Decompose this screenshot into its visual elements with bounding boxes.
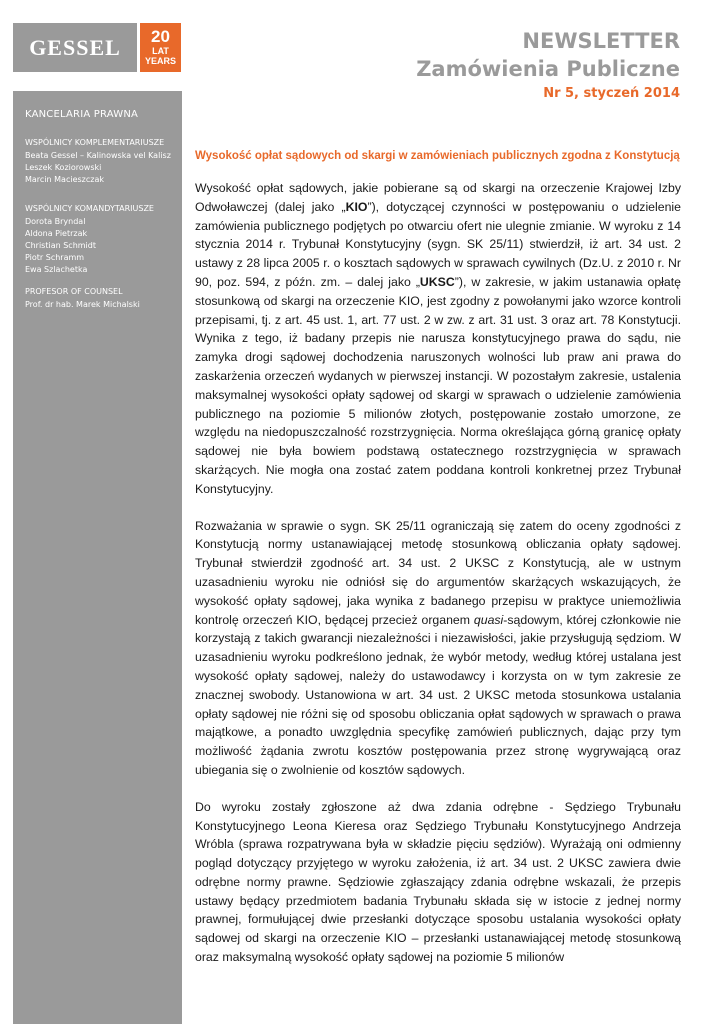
partner-name: Beata Gessel – Kalinowska vel Kalisz [25, 151, 171, 160]
text-run: ”), dotyczącej czynności w postępowaniu o udzielenie zamówienia publicznego podjętych po otwarciu ofert nie ulegnie zmianie. W wyroku z 14 stycznia 2014 r. Trybunał Konstytucyjny (sygn. SK 25/11) stwierdził, iż art. 34 ust. 2 ustawy z 28 lipca 2005 r. o kosztach sądowych w sprawach cywilnych (Dz.U. z 2010 r. Nr 90, poz. 594, z późn. zm. – dalej jako „ [195, 199, 681, 289]
group-heading: WSPÓLNICY KOMPLEMENTARIUSZE [25, 138, 165, 147]
partners-general-group [25, 137, 171, 186]
abbr-kio: KIO [345, 199, 368, 214]
years-label-lat: LAT [152, 46, 169, 56]
group-heading: PROFESOR OF COUNSEL [25, 287, 123, 296]
partner-name: Leszek Koziorowski [25, 163, 102, 172]
newsletter-issue: Nr 5, styczeń 2014 [543, 86, 680, 101]
partners-limited-group [25, 203, 154, 276]
years-label-years: YEARS [144, 56, 176, 66]
anniversary-badge [140, 23, 181, 72]
partner-name: Prof. dr hab. Marek Michalski [25, 300, 140, 309]
firm-name: KANCELARIA PRAWNA [25, 109, 139, 120]
partner-name: Piotr Schramm [25, 253, 85, 262]
partner-name: Aldona Pietrzak [25, 229, 88, 238]
article-paragraph-3: Do wyroku zostały zgłoszone aż dwa zdania odrębne - Sędziego Trybunału Konstytucyjnego Leona Kieresa oraz Sędziego Trybunału Konstytucyjnego Andrzeja Wróbla (sprawa rozpatrywana była w składzie pięciu sędziów). Wyrażają oni odmienny pogląd dotyczący przyjętego w wyroku założenia, iż art. 34 ust. 2 UKSC zawiera dwie odrębne normy prawne. Sędziowie zgłaszający zdania odrębne wskazali, że przepis ustawy będący przedmiotem badania Trybunału składa się w istocie z jednej normy prawnej, formułującej dwie przesłanki dotyczące sposobu ustalania wysokości opłaty sądowej od skargi na orzeczenie KIO – przesłanki ustanawiającej metodę stosunkową oraz maksymalną wysokość opłaty sądowej na poziomie 5 milionów [195, 799, 681, 965]
partner-name: Ewa Szlachetka [25, 265, 88, 274]
article-paragraph-2 [195, 517, 681, 780]
text-run: Wysokość opłat sądowych, jakie pobierane są od skargi na orzeczenie Krajowej Izby Odwoławczej (dalej jako „ [195, 181, 681, 214]
newsletter-subtitle: Zamówienia Publiczne [416, 57, 680, 81]
years-number: 20 [151, 27, 170, 46]
of-counsel-group [25, 286, 140, 311]
quasi-italic: quasi [473, 612, 504, 627]
text-run: -sądowym, której członkowie nie korzystają z takich gwarancji niezależności i niezawisłości, jakie przysługują sędziom. W uzasadnieniu wyroku podkreślono jednak, że wybór metody, według której ustalana jest wysokość opłaty sądowej, należy do ustawodawcy i korzysta on w tym zakresie ze znacznej swobody. Ustanowiona w art. 34 ust. 2 UKSC metoda stosunkowa ustalania opłaty sądowej nie różni się od sposobu obliczania opłat sądowych w sprawach o prawa majątkowe, a ponadto uwzględnia specyfikę zamówień publicznych, dając przy tym możliwość żądania zwrotu kosztów postępowania przez stronę wygrywającą oraz ubiegania się o zwolnienie od kosztów sądowych. [195, 612, 681, 777]
group-heading: WSPÓLNICY KOMANDYTARIUSZE [25, 204, 154, 213]
newsletter-title: NEWSLETTER [522, 29, 680, 53]
article-paragraph-1 [195, 179, 681, 499]
partner-name: Dorota Bryndal [25, 217, 86, 226]
partner-name: Christian Schmidt [25, 241, 96, 250]
text-run: Rozważania w sprawie o sygn. SK 25/11 ograniczają się zatem do oceny zgodności z Konstytucją normy ustanawiającej metodę stosunkową obliczania opłaty sądowej. Trybunał stwierdził zgodność art. 34 ust. 2 UKSC z Konstytucją, ale w ustnym uzasadnieniu wyroku nie odniósł się do argumentów skarżących wskazujących, że wysokość opłaty sądowej, jaka wynika z badanego przepisu w praktyce uniemożliwia kontrolę orzeczeń KIO, będącej przecież organem [195, 518, 681, 627]
article-headline: Wysokość opłat sądowych od skargi w zamówieniach publicznych zgodna z Konstytucją [195, 150, 680, 162]
abbr-uksc: UKSC [419, 274, 455, 289]
newsletter-header [416, 28, 680, 104]
gessel-logo: GESSEL [13, 23, 137, 72]
article [195, 150, 681, 985]
partner-name: Marcin Macieszczak [25, 175, 104, 184]
sidebar [13, 91, 182, 1024]
text-run: ”), w zakresie, w jakim ustanawia opłatę stosunkową od skargi na orzeczenie KIO, jest zgodny z powołanymi jako wzorce kontroli przepisami, tj. z art. 45 ust. 1, art. 77 ust. 2 w zw. z art. 31 ust. 3 oraz art. 78 Konstytucji. Wynika z tego, iż badany przepis nie narusza konstytucyjnego prawa do sądu, nie zamyka drogi sądowej dochodzenia naruszonych wolności lub praw ani prawa do zaskarżenia orzeczeń wydanych w pierwszej instancji. W pozostałym zakresie, ustalenia maksymalnej wysokości opłaty sądowej od skargi w sprawach o udzielenie zamówienia publicznego na poziomie 5 milionów złotych, postępowanie zostało umorzone, ze względu na niedopuszczalność rozstrzygnięcia. Norma określająca górną granicę opłaty sądowej nie była bowiem podstawą ostatecznego rozstrzygnięcia w sprawach skarżących. Nie mogła ona zostać zatem poddana kontroli konkretnej przez Trybunał Konstytucyjny. [195, 274, 681, 496]
